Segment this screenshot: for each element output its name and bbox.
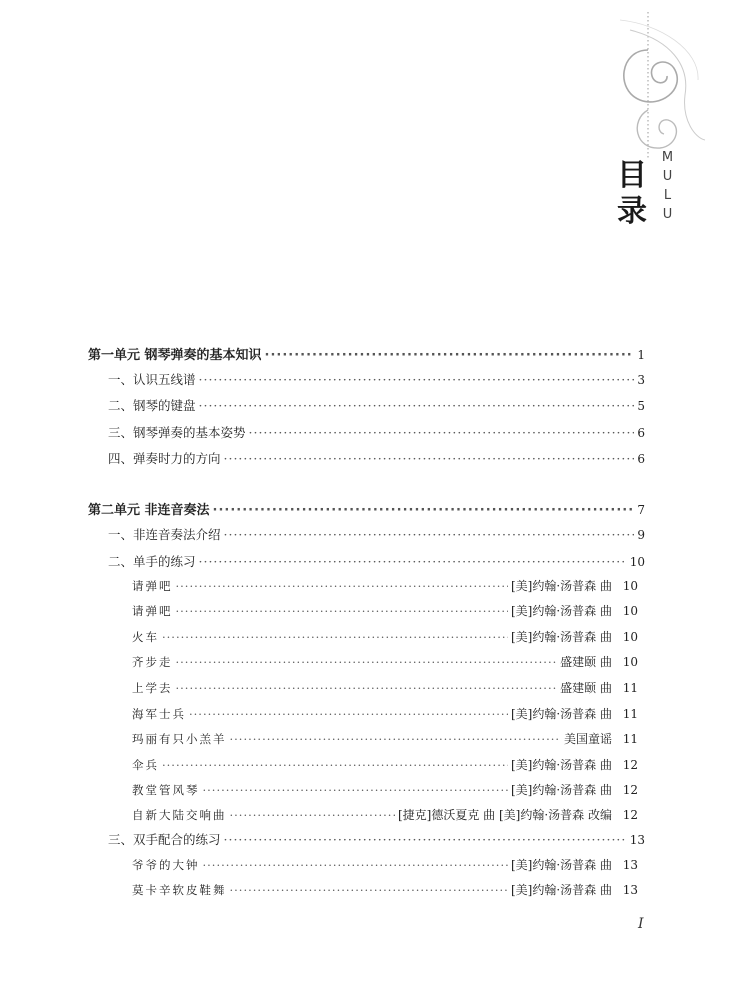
- toc-entry[interactable]: [108, 552, 645, 570]
- toc-entry-page: 13: [622, 858, 638, 872]
- toc-entry-credit: [美]约翰·汤普森 曲: [511, 579, 612, 593]
- toc-entry-label: 二、钢琴的键盘: [108, 398, 196, 413]
- toc-entry-credit: [捷克]德沃夏克 曲 [美]约翰·汤普森 改编: [398, 808, 612, 822]
- toc-entry-page: 5: [637, 399, 645, 413]
- dot-leader: [213, 503, 635, 518]
- dot-leader: [199, 372, 635, 387]
- toc-entry-page: 11: [622, 707, 638, 721]
- toc-entry[interactable]: [132, 705, 638, 722]
- toc-entry-page: 12: [622, 758, 638, 772]
- toc-entry[interactable]: [108, 830, 645, 848]
- toc-entry[interactable]: [132, 856, 638, 873]
- toc-entry-label: 一、非连音奏法介绍: [108, 527, 221, 542]
- toc-entry-credit: [美]约翰·汤普森 曲: [511, 630, 612, 644]
- toc-entry-credit: 美国童谣: [563, 732, 612, 746]
- toc-entry[interactable]: [108, 449, 645, 467]
- toc-entry-credit: [美]约翰·汤普森 曲: [511, 758, 612, 772]
- toc-entry[interactable]: [108, 370, 645, 388]
- dot-leader: [230, 883, 509, 897]
- toc-entry-page: 13: [629, 833, 645, 847]
- toc-entry-label: 一、认识五线谱: [108, 372, 196, 387]
- toc-entry-credit: [美]约翰·汤普森 曲: [511, 707, 612, 721]
- dot-leader: [189, 707, 508, 721]
- toc-entry-label: 伞兵: [132, 758, 159, 772]
- toc-entry[interactable]: [132, 806, 638, 823]
- toc-entry-page: 11: [622, 732, 638, 746]
- toc-entry[interactable]: [132, 730, 638, 747]
- dot-leader: [176, 655, 558, 669]
- toc-entry-page: 10: [622, 655, 638, 669]
- toc-entry-page: 10: [629, 555, 645, 569]
- toc-entry-page: 9: [637, 528, 645, 542]
- toc-entry-page: 12: [622, 808, 638, 822]
- dot-leader: [199, 554, 627, 569]
- dot-leader: [224, 832, 627, 847]
- toc-entry-page: 6: [637, 452, 645, 466]
- toc-entry-label: 玛丽有只小羔羊: [132, 732, 227, 746]
- dot-leader: [230, 732, 561, 746]
- toc-entry[interactable]: [132, 628, 638, 645]
- toc-entry-label: 上学去: [132, 681, 173, 695]
- toc-entry-credit: 盛建颐 曲: [560, 655, 612, 669]
- dot-leader: [176, 681, 558, 695]
- toc-entry[interactable]: [132, 679, 638, 696]
- toc-entry-credit: [美]约翰·汤普森 曲: [511, 604, 612, 618]
- toc-entry[interactable]: [132, 781, 638, 798]
- page-number: I: [638, 916, 644, 932]
- dot-leader: [203, 858, 509, 872]
- dot-leader: [176, 604, 509, 618]
- toc-entry[interactable]: [132, 602, 638, 619]
- toc-entry[interactable]: [132, 756, 638, 773]
- toc-entry[interactable]: [108, 525, 645, 543]
- toc-entry-page: 7: [637, 503, 645, 517]
- dot-leader: [265, 348, 635, 363]
- toc-entry-page: 11: [622, 681, 638, 695]
- toc-entry[interactable]: [88, 344, 645, 363]
- toc-entry-page: 10: [622, 604, 638, 618]
- toc-entry[interactable]: [132, 653, 638, 670]
- title-char-2: 录: [617, 194, 647, 229]
- dot-leader: [162, 630, 508, 644]
- toc-entry-credit: [美]约翰·汤普森 曲: [511, 858, 612, 872]
- toc-entry-label: 火车: [132, 630, 159, 644]
- toc-entry-page: 1: [637, 348, 645, 362]
- toc-entry-label: 三、钢琴弹奏的基本姿势: [108, 425, 246, 440]
- dot-leader: [199, 398, 635, 413]
- toc-entry-label: 请弹吧: [132, 579, 173, 593]
- title-char-1: 目: [617, 158, 647, 193]
- toc-entry-page: 10: [622, 579, 638, 593]
- toc-entry[interactable]: [132, 577, 638, 594]
- toc-entry-label: 二、单手的练习: [108, 554, 196, 569]
- toc-entry-label: 请弹吧: [132, 604, 173, 618]
- toc-entry-label: 第二单元 非连音奏法: [88, 503, 210, 518]
- toc-entry-label: 第一单元 钢琴弹奏的基本知识: [88, 348, 262, 363]
- dot-leader: [230, 808, 396, 822]
- toc-entry-label: 海军士兵: [132, 707, 186, 721]
- toc-entry-label: 齐步走: [132, 655, 173, 669]
- toc-entry-label: 莫卡辛软皮鞋舞: [132, 883, 227, 897]
- toc-entry-page: 3: [637, 373, 645, 387]
- title-pinyin: MULU: [660, 150, 675, 226]
- toc-entry[interactable]: [108, 423, 645, 441]
- dot-leader: [176, 579, 509, 593]
- toc-entry-label: 四、弹奏时力的方向: [108, 451, 221, 466]
- toc-entry[interactable]: [88, 499, 645, 518]
- dot-leader: [224, 527, 635, 542]
- toc-entry-page: 6: [637, 426, 645, 440]
- toc-entry-credit: [美]约翰·汤普森 曲: [511, 883, 612, 897]
- toc-entry[interactable]: [108, 396, 645, 414]
- dot-leader: [224, 451, 635, 466]
- toc-entry-label: 三、双手配合的练习: [108, 832, 221, 847]
- dot-leader: [203, 783, 509, 797]
- toc-entry-label: 爷爷的大钟: [132, 858, 200, 872]
- toc-entry[interactable]: [132, 881, 638, 898]
- toc-entry-credit: [美]约翰·汤普森 曲: [511, 783, 612, 797]
- toc-entry-page: 10: [622, 630, 638, 644]
- toc-entry-page: 12: [622, 783, 638, 797]
- toc-entry-credit: 盛建颐 曲: [560, 681, 612, 695]
- toc-entry-label: 教堂管风琴: [132, 783, 200, 797]
- toc-entry-label: 自新大陆交响曲: [132, 808, 227, 822]
- dot-leader: [249, 425, 635, 440]
- toc-entry-page: 13: [622, 883, 638, 897]
- dot-leader: [162, 758, 508, 772]
